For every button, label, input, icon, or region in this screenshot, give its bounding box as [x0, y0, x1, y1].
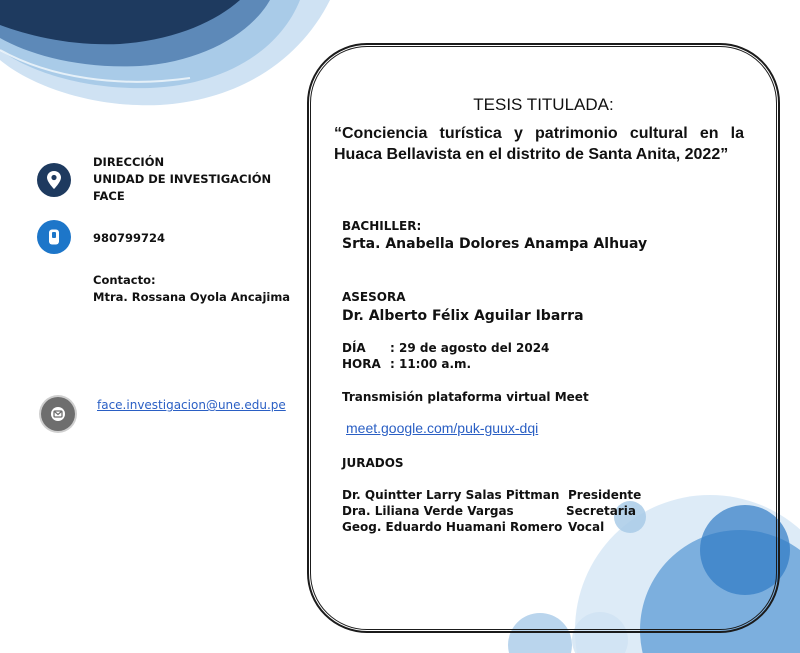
asesora-label: ASESORA	[342, 290, 406, 304]
thesis-title: “Conciencia turística y patrimonio cultural en la Huaca Bellavista en el distrito de Santa Anita, 2022”	[334, 125, 744, 163]
date-label: DÍA	[342, 341, 366, 355]
jurado-role-1: Presidente	[568, 488, 642, 502]
address-line-2: UNIDAD DE INVESTIGACIÓN	[93, 172, 272, 186]
bachiller-name: Srta. Anabella Dolores Anampa Alhuay	[342, 236, 648, 252]
jurado-role-2: Secretaria	[566, 504, 636, 518]
address-line-3: FACE	[93, 189, 125, 203]
address-block	[93, 154, 271, 205]
jurado-name-1: Dr. Quintter Larry Salas Pittman	[342, 488, 560, 502]
transmission-text: Transmisión plataforma virtual Meet	[342, 390, 589, 404]
time-value: : 11:00 a.m.	[390, 357, 472, 371]
jurado-name-2: Dra. Liliana Verde Vargas	[342, 504, 514, 518]
date-row	[342, 341, 549, 355]
email-link[interactable]: face.investigacion@une.edu.pe	[97, 398, 286, 412]
location-pin-icon	[37, 163, 71, 197]
bachiller-label: BACHILLER:	[342, 219, 422, 233]
mail-icon[interactable]	[41, 397, 75, 431]
decorative-brush-top	[0, 0, 330, 110]
jurados-label: JURADOS	[342, 456, 404, 470]
asesora-name: Dr. Alberto Félix Aguilar Ibarra	[342, 308, 584, 324]
phone-number: 980799724	[93, 231, 166, 245]
meet-link[interactable]: meet.google.com/puk-guux-dqi	[346, 420, 539, 436]
address-line-1: DIRECCIÓN	[93, 155, 165, 169]
phone-icon	[37, 220, 71, 254]
thesis-heading: TESIS TITULADA:	[473, 95, 614, 114]
date-value: : 29 de agosto del 2024	[390, 341, 550, 355]
time-label: HORA	[342, 357, 381, 371]
contact-label: Contacto:	[93, 273, 156, 287]
jurado-role-3: Vocal	[568, 520, 605, 534]
jurado-name-3: Geog. Eduardo Huamani Romero	[342, 520, 563, 534]
contact-name: Mtra. Rossana Oyola Ancajima	[93, 290, 291, 304]
time-row	[342, 357, 471, 371]
